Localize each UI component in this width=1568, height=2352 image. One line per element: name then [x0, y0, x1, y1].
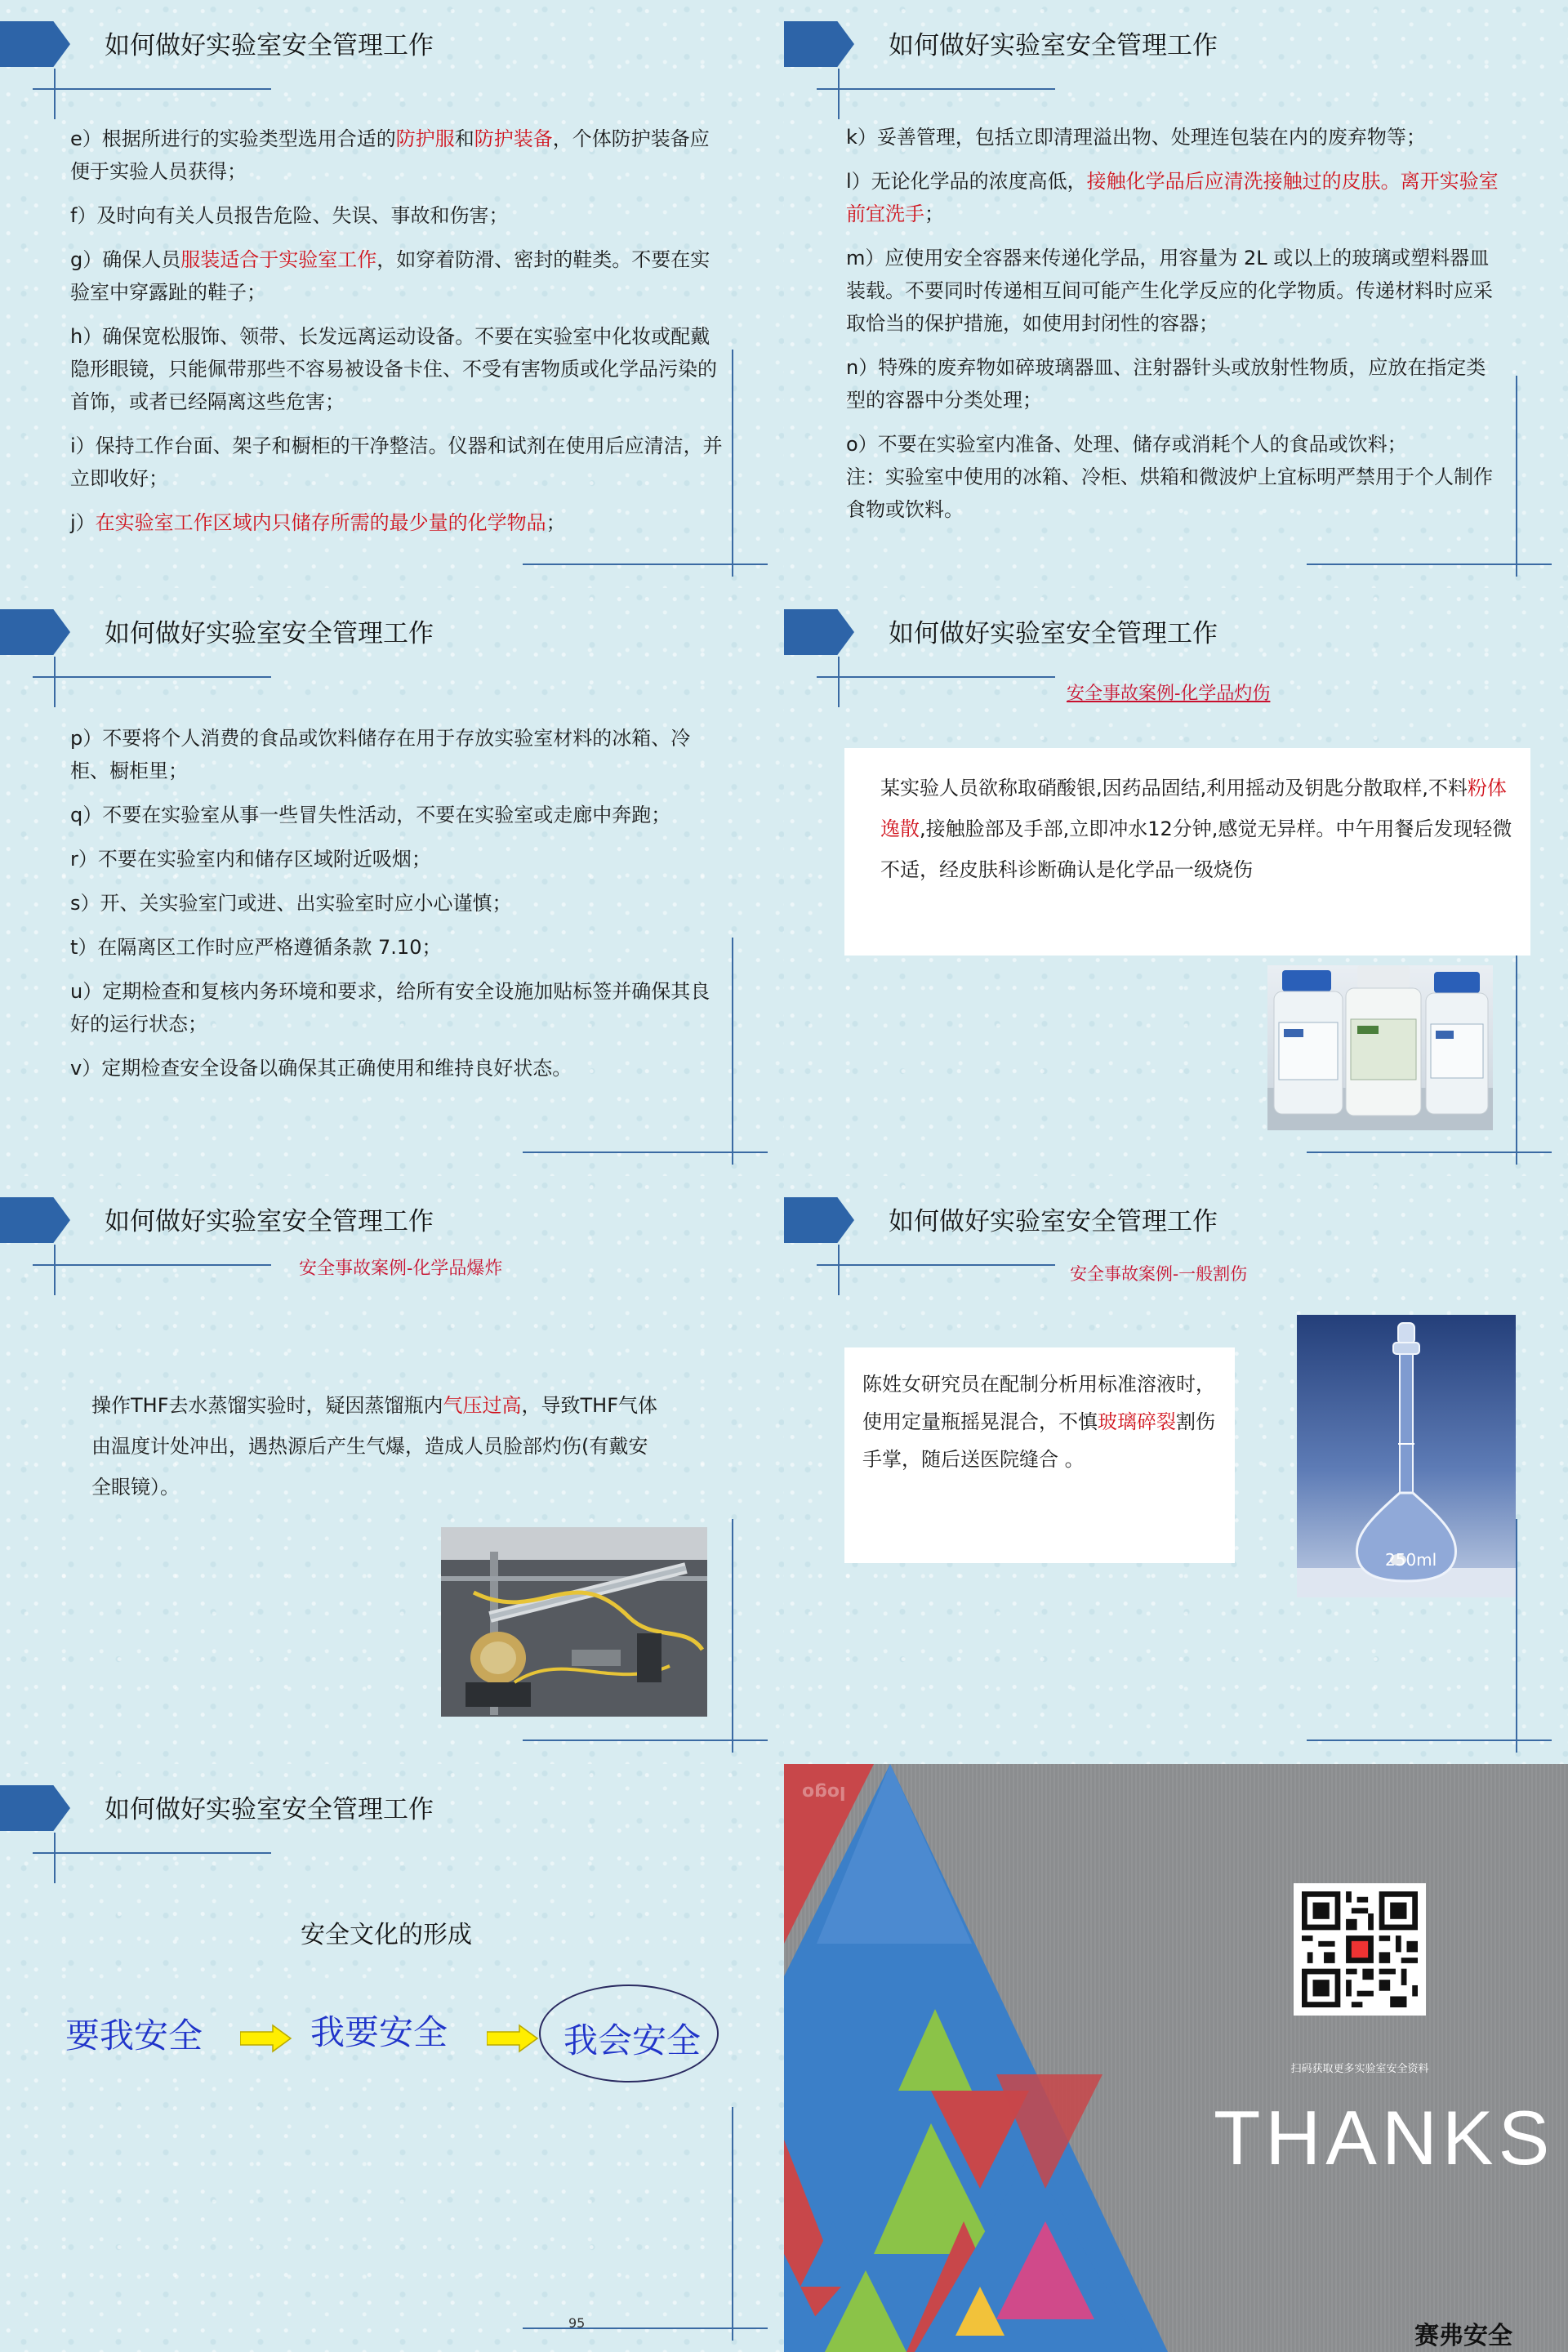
brand-name: 赛弗安全	[1414, 2322, 1512, 2350]
rule-m: m）应使用安全容器来传递化学品，用容量为 2L 或以上的玻璃或塑料器皿装载。不要同时传递相互间可能产生化学反应的化学物质。传递材料时应采取恰当的保护措施，如使用封闭性的容器；	[846, 247, 1493, 335]
rule-k: k）妥善管理，包括立即清理溢出物、处理连包装在内的废弃物等；	[846, 126, 1426, 149]
slide-2	[784, 0, 1568, 588]
section-heading: 安全文化的形成	[301, 1921, 472, 1949]
rule-u: u）定期检查和复核内务环境和要求，给所有安全设施加贴标签并确保其良好的运行状态；	[70, 980, 710, 1036]
divider	[817, 1264, 1055, 1266]
divider	[1307, 564, 1552, 565]
divider	[732, 938, 733, 1165]
case-subtitle: 安全事故案例-一般割伤	[1070, 1264, 1248, 1284]
header-arrow	[0, 21, 70, 67]
divider	[732, 2107, 733, 2341]
header-arrow	[784, 21, 854, 67]
rule-note: 注：实验室中使用的冰箱、冷柜、烘箱和微波炉上宜标明严禁用于个人制作食物或饮料。	[846, 466, 1493, 521]
rule-g: g）确保人员服装适合于实验室工作，如穿着防滑、密封的鞋类。不要在实验室中穿露趾的鞋子；	[70, 248, 710, 304]
header-arrow	[0, 1785, 70, 1831]
reagent-bottles-photo	[1267, 965, 1493, 1130]
divider	[1516, 376, 1517, 577]
header-arrow	[0, 1197, 70, 1243]
right-arrow-icon	[487, 2024, 539, 2053]
rule-o: o）不要在实验室内准备、处理、储存或消耗个人的食品或饮料；	[846, 433, 1407, 456]
slide-title: 如何做好实验室安全管理工作	[889, 31, 1218, 60]
divider	[54, 657, 56, 707]
divider	[1516, 931, 1517, 1165]
distillation-image	[441, 1527, 707, 1717]
divider	[54, 1833, 56, 1883]
culture-stage-1: 要我安全	[65, 2016, 203, 2056]
right-arrow-icon	[240, 2024, 292, 2053]
rule-l: l）无论化学品的浓度高低，接触化学品后应清洗接触过的皮肤。离开实验室前宜洗手；	[846, 170, 1499, 225]
thanks-text: THANKS	[1214, 2095, 1555, 2180]
case-description: 操作THF去水蒸馏实验时，疑因蒸馏瓶内气压过高，导致THF气体由温度计处冲出，遇热源后产生气爆，造成人员脸部灼伤(有戴安全眼镜）。	[91, 1394, 658, 1499]
divider	[523, 2328, 768, 2329]
divider	[1307, 1740, 1552, 1741]
rule-j: j）在实验室工作区域内只储存所需的最少量的化学物品；	[70, 511, 566, 534]
divider	[732, 1519, 733, 1753]
rule-v: v）定期检查安全设备以确保其正确使用和维持良好状态。	[70, 1057, 572, 1080]
header-arrow	[0, 609, 70, 655]
page-number: 95	[568, 2315, 586, 2331]
slide-title: 如何做好实验室安全管理工作	[105, 619, 434, 648]
volumetric-flask-photo	[1297, 1315, 1516, 1597]
rule-i: i）保持工作台面、架子和橱柜的干净整洁。仪器和试剂在使用后应清洁，并立即收好；	[70, 434, 723, 490]
rule-n: n）特殊的废弃物如碎玻璃器皿、注射器针头或放射性物质，应放在指定类型的容器中分类处理；	[846, 356, 1486, 412]
divider	[838, 69, 840, 119]
divider	[838, 1245, 840, 1295]
divider	[817, 676, 1055, 678]
slide-4	[784, 588, 1568, 1176]
case-subtitle: 安全事故案例-化学品爆炸	[299, 1258, 503, 1279]
slide-5	[0, 1176, 784, 1764]
rule-list	[846, 121, 1504, 537]
rule-h: h）确保宽松服饰、领带、长发远离运动设备。不要在实验室中化妆或配戴隐形眼镜，只能佩带那些不容易被设备卡住、不受有害物质或化学品污染的首饰，或者已经隔离这些危害；	[70, 325, 717, 413]
triangle-pattern	[784, 1764, 1568, 2352]
slide-8	[784, 1764, 1568, 2352]
divider	[33, 1264, 271, 1266]
rule-f: f）及时向有关人员报告危险、失误、事故和伤害；	[70, 204, 509, 227]
distillation-photo	[441, 1527, 707, 1717]
divider	[1516, 1519, 1517, 1753]
rule-q: q）不要在实验室从事一些冒失性活动，不要在实验室或走廊中奔跑；	[70, 804, 671, 826]
slide-7	[0, 1764, 784, 2352]
header-arrow	[784, 1197, 854, 1243]
culture-stage-3: 我会安全	[564, 2020, 702, 2060]
slide-title: 如何做好实验室安全管理工作	[105, 31, 434, 60]
slide-title: 如何做好实验室安全管理工作	[105, 1207, 434, 1236]
slide-1	[0, 0, 784, 588]
divider	[838, 657, 840, 707]
case-description: 陈姓女研究员在配制分析用标准溶液时，使用定量瓶摇晃混合，不慎玻璃碎裂割伤手掌，随后送医院缝合 。	[862, 1373, 1215, 1471]
divider	[33, 676, 271, 678]
rule-e: e）根据所进行的实验类型选用合适的防护服和防护装备，个体防护装备应便于实验人员获得；	[70, 127, 710, 183]
rule-list	[70, 122, 724, 550]
case-subtitle: 安全事故案例-化学品灼伤	[1067, 684, 1271, 704]
header-arrow	[784, 609, 854, 655]
rule-s: s）开、关实验室门或进、出实验室时应小心谨慎；	[70, 892, 512, 915]
divider	[523, 564, 768, 565]
divider	[33, 88, 271, 90]
slide-6	[784, 1176, 1568, 1764]
case-text-box	[844, 748, 1530, 956]
divider	[54, 1245, 56, 1295]
rule-r: r）不要在实验室内和储存区域附近吸烟；	[70, 848, 431, 871]
qr-code-icon	[1302, 1891, 1418, 2007]
slide-3	[0, 588, 784, 1176]
divider	[523, 1740, 768, 1741]
flask-label: 250ml	[1385, 1550, 1437, 1570]
divider	[523, 1152, 768, 1153]
divider	[33, 1852, 271, 1854]
rule-t: t）在隔离区工作时应严格遵循条款 7.10；	[70, 936, 442, 959]
rule-p: p）不要将个人消费的食品或饮料储存在用于存放实验室材料的冰箱、冷柜、橱柜里；	[70, 727, 691, 782]
case-description: 某实验人员欲称取硝酸银,因药品固结,利用摇动及钥匙分散取样,不料粉体逸散,接触脸部及手部,立即冲水12分钟,感觉无异样。中午用餐后发现轻微不适，经皮肤科诊断确认是化学品一级烧伤	[880, 777, 1512, 881]
divider	[732, 350, 733, 577]
slide-title: 如何做好实验室安全管理工作	[889, 1207, 1218, 1236]
rule-list	[70, 722, 724, 1096]
reagent-bottles-image	[1267, 965, 1493, 1130]
logo-watermark: logo	[802, 1782, 846, 1802]
divider	[817, 88, 1055, 90]
divider	[1307, 1152, 1552, 1153]
culture-stage-2: 我要安全	[310, 2012, 448, 2052]
case-text-box	[844, 1348, 1235, 1563]
qr-code	[1294, 1883, 1426, 2016]
slide-title: 如何做好实验室安全管理工作	[105, 1795, 434, 1824]
qr-caption: 扫码获取更多实验室安全资料	[1290, 2063, 1429, 2075]
slide-title: 如何做好实验室安全管理工作	[889, 619, 1218, 648]
divider	[54, 69, 56, 119]
